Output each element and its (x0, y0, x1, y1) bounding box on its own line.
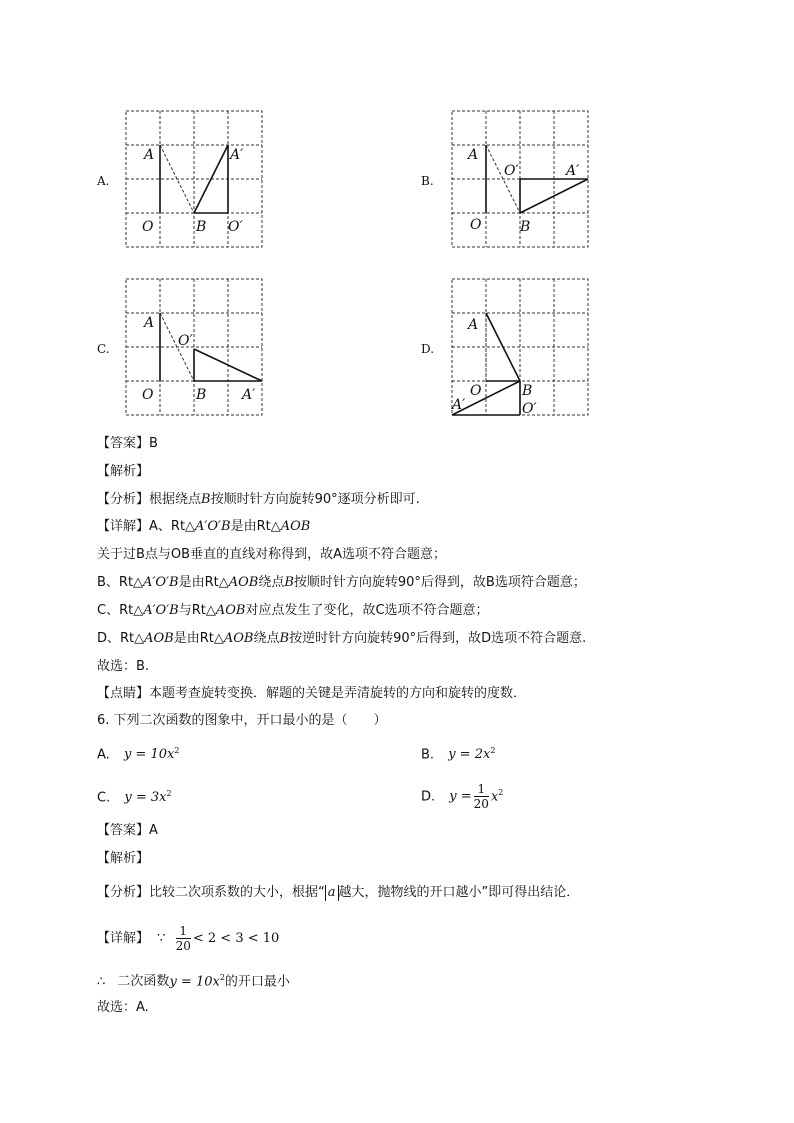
point-label-a: A (468, 317, 479, 333)
superscript: 2 (166, 789, 172, 798)
point-label-o-prime: O′ (522, 401, 537, 417)
q6-option-c (97, 785, 172, 807)
point-label-a: A (144, 315, 155, 331)
point-label-a-prime: A′ (242, 387, 256, 403)
math-var: B (284, 575, 294, 590)
option-d-label: D. (421, 342, 435, 356)
option-label: A. (97, 747, 110, 763)
superscript: 2 (498, 788, 504, 797)
equation: y = 3x (124, 790, 167, 806)
point-label-o: O (470, 383, 482, 399)
q5-jiexi-heading: 【解析】 (97, 464, 150, 479)
equation: y = 10x (169, 974, 220, 990)
superscript: 2 (174, 746, 180, 755)
q5-choice: 故选：B. (97, 659, 150, 674)
q6-option-b (421, 742, 495, 764)
text: 是由Rt△ (178, 575, 229, 590)
option-c-label: C. (97, 342, 110, 356)
point-label-b: B (196, 219, 207, 235)
text: 按逆时针方向旋转90°后得到，故D选项不符合题意. (289, 631, 587, 646)
equation: y = 2x (448, 747, 491, 763)
fenxi-label: 【分析】 (97, 492, 150, 507)
point-label-o: O (142, 387, 154, 403)
q5-dianjing: 【点睛】本题考查旋转变换．解题的关键是弄清旋转的方向和旋转的度数． (97, 686, 527, 701)
text: 根据绕点 (149, 492, 202, 507)
xiangjie-label: 【详解】 (97, 931, 150, 946)
point-label-b: B (196, 387, 207, 403)
text: 绕点 (253, 631, 280, 646)
denominator: 20 (175, 939, 191, 953)
option-a-figure (120, 105, 270, 255)
math-var: AOB (228, 575, 259, 590)
point-label-a-prime: A′ (452, 397, 466, 413)
q6-choice: 故选：A. (97, 1000, 149, 1015)
xiangjie-label: 【详解】 (97, 519, 150, 534)
q6-detail-line-1 (97, 922, 279, 956)
q5-detail-line-3 (97, 574, 586, 592)
option-d-figure (446, 273, 596, 423)
option-c-figure (120, 273, 270, 423)
q6-stem: 6. 下列二次函数的图象中，开口最小的是（ ） (97, 713, 387, 728)
math-var: AOB (215, 603, 246, 618)
q5-detail-line-1 (97, 518, 310, 536)
math-var: x (490, 789, 499, 805)
option-label: B. (421, 747, 435, 763)
point-label-o-prime: O′ (228, 219, 243, 235)
because-symbol: ∵ (157, 931, 166, 946)
text: 按顺时针方向旋转90°逐项分析即可. (210, 492, 420, 507)
text: 与Rt△ (178, 603, 216, 618)
point-label-o-prime: O′ (178, 333, 193, 349)
denominator: 20 (473, 797, 489, 812)
numerator: 1 (176, 924, 191, 939)
option-b-label: B. (421, 174, 434, 188)
fenxi-label: 【分析】 (97, 885, 150, 900)
superscript: 2 (219, 973, 225, 982)
q6-option-a (97, 742, 179, 764)
q6-fenxi (97, 884, 579, 902)
math-var: AOB (280, 519, 311, 534)
math-var: AOB (223, 631, 254, 646)
superscript: 2 (490, 746, 496, 755)
point-label-a: A (144, 147, 155, 163)
inequality: < 2 < 3 < 10 (192, 931, 280, 946)
q5-answer: 【答案】B (97, 436, 158, 451)
point-label-a-prime: A′ (566, 163, 580, 179)
point-label-o: O (470, 217, 482, 233)
math-var: A′O′B (195, 519, 231, 534)
point-label-o: O (142, 219, 154, 235)
text: C、Rt△ (97, 603, 144, 618)
equation: y = (449, 789, 472, 805)
text: 二次函数 (117, 974, 170, 990)
math-var: B (279, 631, 290, 646)
fraction (176, 924, 191, 953)
fraction (474, 782, 489, 811)
text: B、Rt△ (97, 575, 144, 590)
text: D、Rt△ (97, 631, 145, 646)
q5-detail-line-5 (97, 630, 586, 648)
q5-detail-line-4 (97, 602, 489, 620)
q6-jiexi-heading: 【解析】 (97, 851, 150, 866)
point-label-a: A (468, 147, 479, 163)
math-var: A′O′B (143, 603, 179, 618)
text: 的开口最小 (224, 974, 290, 990)
option-label: C. (97, 790, 111, 806)
numerator: 1 (474, 782, 489, 797)
option-b-figure (446, 105, 596, 255)
math-var: AOB (144, 631, 174, 646)
q5-fenxi (97, 491, 420, 509)
point-label-a-prime: A′ (230, 147, 244, 163)
text: 是由Rt△ (230, 519, 281, 534)
q6-answer: 【答案】A (97, 823, 158, 838)
option-label: D. (421, 789, 436, 805)
text: 是由Rt△ (173, 631, 224, 646)
therefore-symbol: ∴ (97, 974, 106, 990)
point-label-o-prime: O′ (504, 163, 519, 179)
text: 按顺时针方向旋转90°后得到，故B选项符合题意； (293, 575, 586, 590)
option-a-label: A. (97, 174, 110, 188)
text: 比较二次项系数的大小，根据“ (149, 885, 325, 900)
point-label-b: B (520, 219, 531, 235)
absolute-value: a (325, 885, 339, 901)
text: 绕点 (258, 575, 285, 590)
text: 对应点发生了变化，故C选项不符合题意； (245, 603, 489, 618)
text: 越大，抛物线的开口越小”即可得出结论． (338, 885, 580, 900)
equation: y = 10x (123, 747, 175, 763)
q6-detail-line-2 (97, 969, 290, 991)
text: A、Rt△ (149, 519, 196, 534)
q5-detail-line-2: 关于过B点与OB垂直的直线对称得到，故A选项不符合题意； (97, 547, 446, 562)
q6-option-d (421, 775, 503, 815)
math-var: B (201, 492, 211, 507)
math-var: A′O′B (143, 575, 179, 590)
point-label-b: B (522, 383, 533, 399)
